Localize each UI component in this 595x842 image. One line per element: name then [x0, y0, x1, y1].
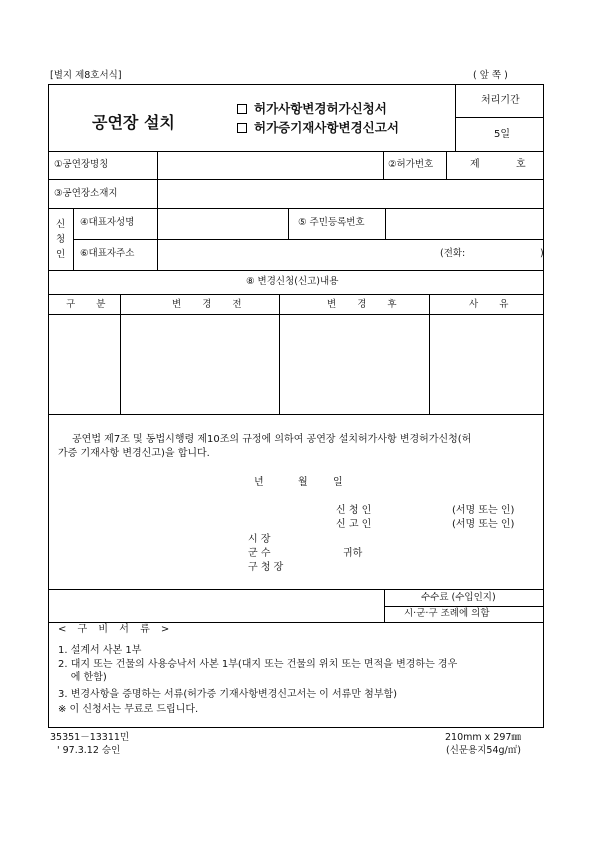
option-change-report: 허가증기재사항변경신고서 [254, 120, 399, 135]
date-month: 월 [298, 477, 308, 488]
rrn-input[interactable] [387, 210, 542, 237]
recipient-county: 군 수 [248, 548, 271, 559]
rep-address-input[interactable] [159, 241, 429, 268]
venue-address-label: ③공연장소재지 [54, 188, 118, 199]
rep-name-label: ④대표자성명 [80, 217, 135, 228]
form-title: 공연장 설치 [92, 113, 175, 132]
cell-category[interactable] [50, 316, 118, 412]
option-change-permit: 허가사항변경허가신청서 [254, 101, 387, 116]
reporter-sign-note: (서명 또는 인) [452, 519, 515, 530]
rep-name-input[interactable] [159, 210, 286, 237]
statement-line-1: 공연법 제7조 및 동법시행령 제10조의 규정에 의하여 공연장 설치허가사항 변경허가신청(허 [72, 434, 472, 445]
rrn-label: ⑤ 주민등록번호 [298, 217, 365, 228]
cell-after[interactable] [281, 316, 427, 412]
venue-name-input[interactable] [159, 153, 381, 177]
permit-je: 제 [470, 159, 480, 170]
applicant-sign-note: (서명 또는 인) [452, 505, 515, 516]
footer-code: 35351－13311민 [50, 732, 130, 743]
processing-period-label: 처리기간 [481, 95, 520, 106]
footer-size: 210mm x 297㎜ [445, 732, 521, 743]
recipient-district: 구 청 장 [248, 562, 284, 573]
form-number: [별지 제8호서식] [50, 70, 122, 81]
col-after: 변 경 후 [327, 299, 406, 310]
recipient-mayor: 시 장 [248, 534, 271, 545]
phone-close: ) [540, 248, 544, 259]
fee-label: 수수료 (수입인지) [421, 592, 496, 603]
documents-title: < 구 비 서 류 > [58, 624, 174, 635]
permit-ho: 호 [516, 159, 526, 170]
cell-reason[interactable] [431, 316, 542, 412]
free-notice: ※ 이 신청서는 무료로 드립니다. [58, 704, 199, 715]
venue-address-input[interactable] [159, 181, 542, 206]
applicant-sign-label: 신 청 인 [336, 505, 372, 516]
date-day: 일 [333, 477, 343, 488]
fee-value: 시·군·구 조례에 의함 [404, 608, 490, 619]
date-year: 년 [254, 477, 264, 488]
statement-line-2: 가증 기재사항 변경신고)을 합니다. [58, 448, 210, 459]
col-category: 구 분 [66, 299, 115, 310]
venue-name-label: ①공연장명칭 [54, 159, 109, 170]
applicant-label-3: 인 [56, 249, 66, 260]
honorific: 귀하 [343, 548, 363, 559]
document-item-1: 1. 설계서 사본 1부 [58, 645, 142, 656]
col-reason: 사 유 [469, 299, 518, 310]
document-item-3: 3. 변경사항을 증명하는 서류(허가증 기재사항변경신고서는 이 서류만 첨부함) [58, 689, 398, 700]
cell-before[interactable] [122, 316, 277, 412]
applicant-label-1: 신 [56, 219, 66, 230]
document-item-2: 2. 대지 또는 건물의 사용승낙서 사본 1부(대지 또는 건물의 위치 또는 면적을 변경하는 경우 [58, 659, 458, 670]
phone-label: (전화: [440, 248, 466, 259]
footer-approved: ' 97.3.12 승인 [57, 745, 121, 756]
document-item-2-cont: 에 한함) [58, 672, 107, 683]
page-side: ( 앞 쪽 ) [473, 70, 508, 81]
rep-address-label: ⑥대표자주소 [80, 248, 135, 259]
processing-period-value: 5일 [494, 129, 511, 140]
applicant-label-2: 청 [56, 234, 66, 245]
changes-title: ⑧ 변경신청(신고)내용 [246, 276, 339, 287]
checkbox-change-permit[interactable] [237, 104, 247, 114]
permit-number-label: ②허가번호 [388, 159, 434, 170]
footer-paper: (신문용지54g/㎡) [446, 745, 521, 756]
reporter-sign-label: 신 고 인 [336, 519, 372, 530]
col-before: 변 경 전 [172, 299, 251, 310]
checkbox-change-report[interactable] [237, 123, 247, 133]
